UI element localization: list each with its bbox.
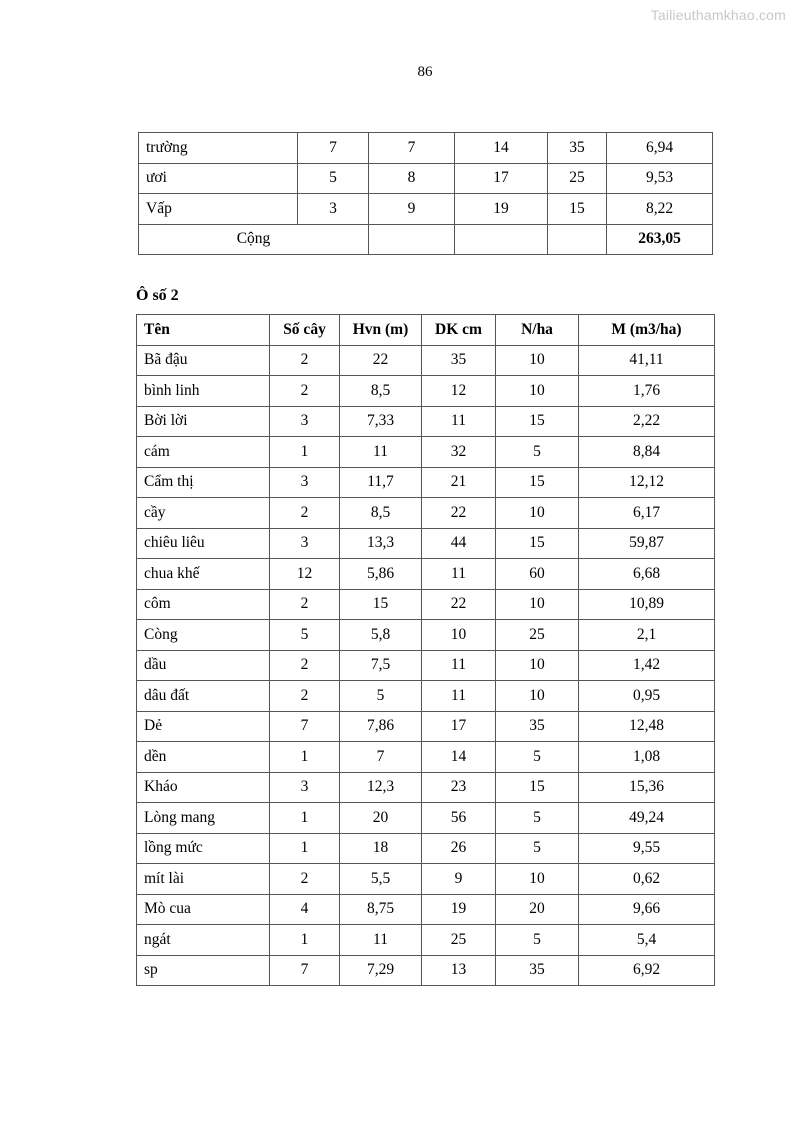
value-cell: 20 — [340, 803, 422, 834]
value-cell: 21 — [422, 467, 496, 498]
value-cell: 7,33 — [340, 406, 422, 437]
species-name-cell: Lòng mang — [137, 803, 270, 834]
value-cell: 10 — [496, 498, 579, 529]
value-cell: 8,84 — [579, 437, 715, 468]
species-name-cell: Kháo — [137, 772, 270, 803]
value-cell: 3 — [270, 406, 340, 437]
value-cell: 15 — [496, 772, 579, 803]
value-cell: 7 — [298, 133, 369, 164]
value-cell: 3 — [270, 772, 340, 803]
value-cell: 12 — [270, 559, 340, 590]
species-name-cell: lồng mức — [137, 833, 270, 864]
value-cell: 1 — [270, 742, 340, 773]
value-cell: 7,29 — [340, 955, 422, 986]
column-header: M (m3/ha) — [579, 315, 715, 346]
table-row — [137, 437, 715, 468]
table-row — [137, 650, 715, 681]
value-cell: 12,48 — [579, 711, 715, 742]
value-cell: 8,5 — [340, 498, 422, 529]
value-cell: 8,5 — [340, 376, 422, 407]
value-cell: 5,8 — [340, 620, 422, 651]
value-cell: 2 — [270, 589, 340, 620]
value-cell: 2 — [270, 498, 340, 529]
value-cell: 12,12 — [579, 467, 715, 498]
value-cell: 5 — [340, 681, 422, 712]
value-cell: 5 — [496, 437, 579, 468]
value-cell: 22 — [340, 345, 422, 376]
table-row — [137, 345, 715, 376]
value-cell: 1,42 — [579, 650, 715, 681]
species-name-cell: côm — [137, 589, 270, 620]
column-header: N/ha — [496, 315, 579, 346]
value-cell: 3 — [270, 467, 340, 498]
column-header: Hvn (m) — [340, 315, 422, 346]
species-name-cell: dâu đất — [137, 681, 270, 712]
column-header: Tên — [137, 315, 270, 346]
value-cell: 35 — [496, 955, 579, 986]
table-row — [137, 406, 715, 437]
value-cell: 2 — [270, 376, 340, 407]
value-cell: 35 — [496, 711, 579, 742]
value-cell: 6,92 — [579, 955, 715, 986]
value-cell: 17 — [422, 711, 496, 742]
species-name-cell: cám — [137, 437, 270, 468]
value-cell: 35 — [422, 345, 496, 376]
species-table — [136, 314, 715, 986]
value-cell: 22 — [422, 589, 496, 620]
species-name-cell: Vấp — [139, 194, 298, 225]
total-row — [139, 224, 713, 255]
watermark: Tailieuthamkhao.com — [650, 7, 786, 23]
value-cell: 49,24 — [579, 803, 715, 834]
value-cell: 1 — [270, 925, 340, 956]
value-cell: 15 — [496, 528, 579, 559]
table-row — [137, 894, 715, 925]
table-row — [139, 163, 713, 194]
value-cell: 41,11 — [579, 345, 715, 376]
value-cell: 60 — [496, 559, 579, 590]
value-cell: 7,5 — [340, 650, 422, 681]
value-cell: 8 — [369, 163, 455, 194]
value-cell: 12,3 — [340, 772, 422, 803]
value-cell: 4 — [270, 894, 340, 925]
table-row — [137, 589, 715, 620]
value-cell: 7 — [270, 955, 340, 986]
value-cell: 11 — [340, 437, 422, 468]
table-row — [137, 925, 715, 956]
table-row — [137, 559, 715, 590]
value-cell: 12 — [422, 376, 496, 407]
species-name-cell: dền — [137, 742, 270, 773]
value-cell: 44 — [422, 528, 496, 559]
value-cell: 5 — [496, 925, 579, 956]
value-cell: 13,3 — [340, 528, 422, 559]
table-row — [137, 803, 715, 834]
value-cell: 8,22 — [607, 194, 713, 225]
value-cell: 5 — [270, 620, 340, 651]
table-header-row — [137, 315, 715, 346]
table-row — [137, 772, 715, 803]
value-cell: 7,86 — [340, 711, 422, 742]
value-cell: 9,66 — [579, 894, 715, 925]
value-cell: 15 — [496, 467, 579, 498]
table-row — [137, 376, 715, 407]
column-header: Số cây — [270, 315, 340, 346]
value-cell: 6,68 — [579, 559, 715, 590]
value-cell: 14 — [455, 133, 548, 164]
table-row — [137, 955, 715, 986]
value-cell: 19 — [455, 194, 548, 225]
value-cell: 7 — [340, 742, 422, 773]
value-cell: 10 — [496, 650, 579, 681]
value-cell: 11,7 — [340, 467, 422, 498]
species-name-cell: chiêu liêu — [137, 528, 270, 559]
value-cell: 10 — [496, 681, 579, 712]
table-row — [137, 711, 715, 742]
value-cell: 5 — [496, 833, 579, 864]
value-cell: 25 — [548, 163, 607, 194]
value-cell: 32 — [422, 437, 496, 468]
value-cell: 7 — [369, 133, 455, 164]
value-cell: 5,4 — [579, 925, 715, 956]
value-cell: 11 — [422, 681, 496, 712]
value-cell: 20 — [496, 894, 579, 925]
value-cell: 11 — [422, 406, 496, 437]
species-name-cell: ươi — [139, 163, 298, 194]
value-cell: 2 — [270, 864, 340, 895]
empty-cell — [548, 224, 607, 255]
value-cell: 9 — [369, 194, 455, 225]
value-cell: 25 — [496, 620, 579, 651]
value-cell: 1 — [270, 833, 340, 864]
value-cell: 10 — [496, 589, 579, 620]
value-cell: 2 — [270, 650, 340, 681]
value-cell: 26 — [422, 833, 496, 864]
table-row — [137, 833, 715, 864]
value-cell: 17 — [455, 163, 548, 194]
value-cell: 56 — [422, 803, 496, 834]
empty-cell — [369, 224, 455, 255]
table-row — [137, 528, 715, 559]
value-cell: 14 — [422, 742, 496, 773]
total-label: Cộng — [139, 224, 369, 255]
species-name-cell: Dẻ — [137, 711, 270, 742]
species-name-cell: Mò cua — [137, 894, 270, 925]
species-name-cell: Cẩm thị — [137, 467, 270, 498]
empty-cell — [455, 224, 548, 255]
value-cell: 6,17 — [579, 498, 715, 529]
section-title: Ô số 2 — [136, 287, 179, 304]
table-row — [137, 467, 715, 498]
value-cell: 10 — [496, 864, 579, 895]
value-cell: 2 — [270, 345, 340, 376]
species-name-cell: ngát — [137, 925, 270, 956]
total-value: 263,05 — [607, 224, 713, 255]
value-cell: 5,5 — [340, 864, 422, 895]
value-cell: 23 — [422, 772, 496, 803]
species-name-cell: Còng — [137, 620, 270, 651]
page-number: 86 — [417, 64, 433, 80]
value-cell: 1 — [270, 803, 340, 834]
table-row — [137, 864, 715, 895]
value-cell: 8,75 — [340, 894, 422, 925]
species-name-cell: trường — [139, 133, 298, 164]
species-name-cell: cầy — [137, 498, 270, 529]
value-cell: 10 — [422, 620, 496, 651]
value-cell: 5 — [298, 163, 369, 194]
value-cell: 9,53 — [607, 163, 713, 194]
species-name-cell: Bời lời — [137, 406, 270, 437]
value-cell: 19 — [422, 894, 496, 925]
table-row — [137, 742, 715, 773]
table-continuation — [138, 132, 713, 255]
value-cell: 11 — [422, 559, 496, 590]
value-cell: 9 — [422, 864, 496, 895]
value-cell: 22 — [422, 498, 496, 529]
value-cell: 5,86 — [340, 559, 422, 590]
value-cell: 0,95 — [579, 681, 715, 712]
table-row — [139, 194, 713, 225]
value-cell: 18 — [340, 833, 422, 864]
value-cell: 15 — [340, 589, 422, 620]
value-cell: 15,36 — [579, 772, 715, 803]
value-cell: 35 — [548, 133, 607, 164]
value-cell: 10 — [496, 345, 579, 376]
table-row — [137, 498, 715, 529]
value-cell: 15 — [496, 406, 579, 437]
table-row — [137, 620, 715, 651]
value-cell: 3 — [298, 194, 369, 225]
value-cell: 6,94 — [607, 133, 713, 164]
value-cell: 3 — [270, 528, 340, 559]
species-name-cell: mít lài — [137, 864, 270, 895]
value-cell: 15 — [548, 194, 607, 225]
value-cell: 1 — [270, 437, 340, 468]
species-name-cell: Bã đậu — [137, 345, 270, 376]
value-cell: 11 — [422, 650, 496, 681]
value-cell: 1,08 — [579, 742, 715, 773]
column-header: DK cm — [422, 315, 496, 346]
value-cell: 10 — [496, 376, 579, 407]
value-cell: 2,1 — [579, 620, 715, 651]
value-cell: 7 — [270, 711, 340, 742]
value-cell: 2 — [270, 681, 340, 712]
species-name-cell: dầu — [137, 650, 270, 681]
table-row — [139, 133, 713, 164]
table-row — [137, 681, 715, 712]
value-cell: 1,76 — [579, 376, 715, 407]
species-name-cell: chua khế — [137, 559, 270, 590]
value-cell: 13 — [422, 955, 496, 986]
value-cell: 5 — [496, 742, 579, 773]
species-name-cell: sp — [137, 955, 270, 986]
value-cell: 11 — [340, 925, 422, 956]
value-cell: 2,22 — [579, 406, 715, 437]
value-cell: 59,87 — [579, 528, 715, 559]
species-name-cell: bình linh — [137, 376, 270, 407]
value-cell: 5 — [496, 803, 579, 834]
value-cell: 10,89 — [579, 589, 715, 620]
value-cell: 9,55 — [579, 833, 715, 864]
value-cell: 0,62 — [579, 864, 715, 895]
value-cell: 25 — [422, 925, 496, 956]
